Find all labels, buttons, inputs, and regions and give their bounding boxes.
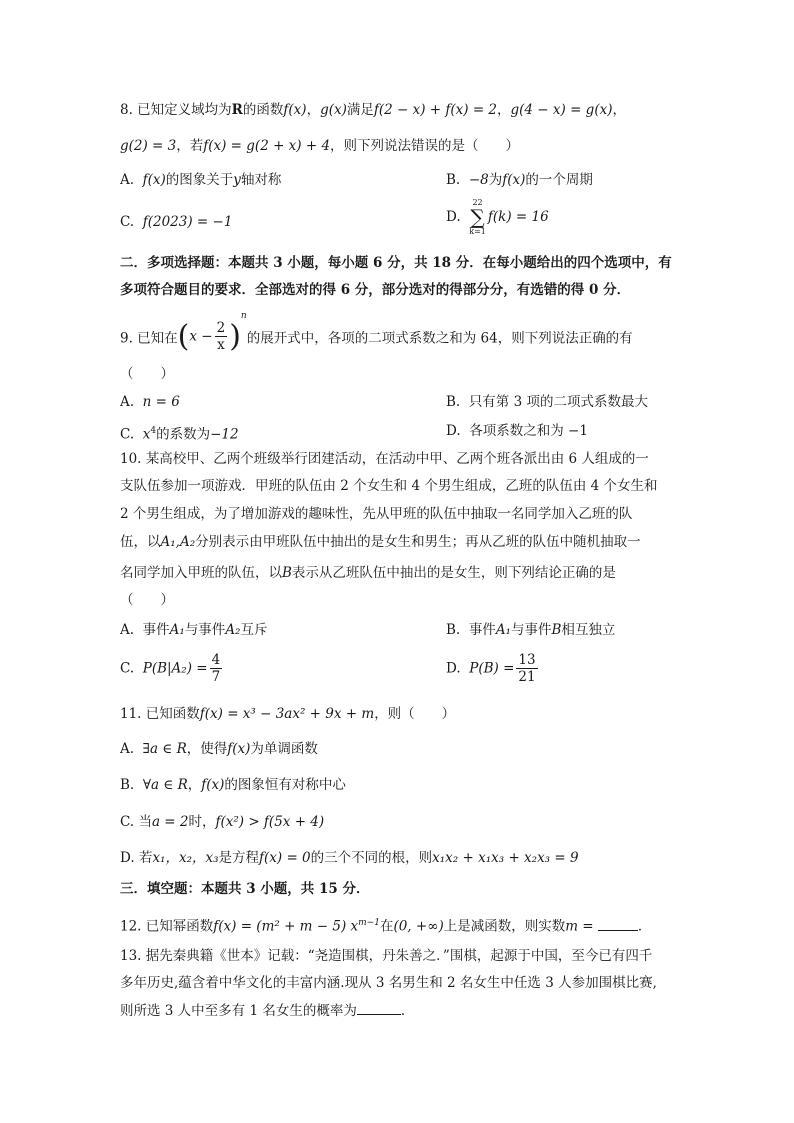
open-paren: ( [177,319,190,354]
q10-math: P(B) = [469,660,515,677]
q10-math: A₂ [225,622,241,638]
option-label: D. [446,423,461,439]
q9-option-a [120,392,180,412]
q12-math: (0, +∞) [393,918,444,935]
fraction [215,320,228,353]
q8-text: 轴对称 [240,172,282,188]
q8-text: ， [306,102,321,118]
q10-option-d [446,652,540,685]
q11-option-d [120,848,579,868]
q8-math: f(x) [142,172,166,188]
option-label: B. [446,394,461,410]
q13-line1: 13. 据先秦典籍《世本》记载：“尧造围棋，丹朱善之．”围棋，起源于中国，至今已有四千 [120,948,653,964]
q8-text: ，则下列说法错误的是（ ） [330,138,520,154]
q11-math: ∀a ∈ R [142,777,188,793]
q11-text: 时， [188,814,216,830]
close-paren: ) [229,319,241,354]
exponent: 4 [150,426,157,436]
q12-math: f(x) = (m² + m − 5) x [213,918,359,935]
q11-text: 当 [138,814,152,830]
option-label: A. [120,172,135,188]
q11-math: f(x²) > f(5x + 4) [215,814,325,830]
q12-text: 上是减函数，则实数 [443,918,566,935]
q10-math: B [551,622,562,638]
q10-line1: 10. 某高校甲、乙两个班级举行团建活动，在活动中甲、乙两个班各派出由 6 人组成的一 [120,451,649,467]
q10-text: 伍，以 [120,534,161,550]
q8-math: g(2) = 3 [120,138,177,154]
option-label: D. [120,850,135,866]
q10-text: 名同学加入甲班的队伍，以 [120,565,282,581]
q8-text: ，若 [176,138,204,154]
q8-R: R [231,102,243,118]
q9-math: x − [189,328,213,345]
q9-text: 各项系数之和为 −1 [469,423,588,439]
q11-option-b [120,775,346,795]
q10-line3: 2 个男生组成，为了增加游戏的趣味性，先从甲班的队伍中抽取一名同学加入乙班的队 [120,506,633,522]
q8-text: 的函数 [242,102,284,118]
q12-stem [120,913,651,937]
q11-math: ∃a ∈ R [142,741,187,757]
q8-option-a [120,170,281,190]
q9-text: 的展开式中，各项的二项式系数之和为 64，则下列说法正确的有 [246,330,633,347]
option-label: A. [120,394,135,410]
q10-line2: 支队伍参加一项游戏．甲班的队伍由 2 个女生和 4 个男生组成，乙班的队伍由 4 个女生和 [120,478,658,494]
q12-text: 在 [379,918,394,935]
numerator: 2 [216,320,226,336]
q10-option-a [120,620,267,640]
q10-text: 表示从乙班队伍中抽出的是女生，则下列结论正确的是 [291,565,616,581]
sum-lower: k=1 [469,227,486,236]
q12-math: m = [565,918,594,935]
q10-math: P(B|A₂) = [142,660,208,677]
q11-text: 是方程 [218,850,260,866]
denominator: 7 [211,669,221,685]
exponent: m−1 [358,918,380,928]
q12-text: 12. 已知幂函数 [120,918,214,935]
option-label: C. [120,426,135,443]
q11-math: f(x) [201,777,225,793]
q8-math: f(x) [502,172,526,188]
q11-text: ， [187,777,202,793]
q11-text: 的图象恒有对称中心 [224,777,346,793]
q8-math: f(x) = g(2 + x) + 4 [203,138,331,154]
q8-stem-line2 [120,136,519,156]
q10-text: 事件 [142,622,170,638]
q11-text: 若 [138,850,153,866]
q10-text: 与事件 [184,622,226,638]
q9-text: 只有第 3 项的二项式系数最大 [468,394,648,410]
q8-option-b [446,170,593,190]
option-label: B. [120,777,135,793]
q9-text: 9. 已知在 [120,330,178,347]
q11-text: ，则（ ） [374,706,456,722]
q8-math: g(x) [320,102,347,118]
option-label: A. [120,622,135,638]
q11-math: a = 2 [151,814,189,830]
q8-math: g(4 − x) = g(x) [510,102,613,118]
q10-math: A₁ [495,622,511,638]
q8-math: f(k) = 16 [487,209,549,225]
denominator: 21 [518,669,536,685]
numerator: 13 [518,652,536,668]
q9-math: x [142,426,151,443]
q8-math: f(x) [283,102,307,118]
q11-math: x₁，x₂，x₃ [152,850,219,866]
q8-text: ， [612,102,626,118]
q11-math: f(x) = x³ − 3ax² + 9x + m [199,706,375,722]
exponent: n [240,311,247,321]
q8-math: f(2 − x) + f(x) = 2 [373,102,498,118]
q10-line5 [120,563,616,583]
q13-line3 [120,1000,414,1021]
q11-math: f(x) = 0 [259,850,311,866]
q11-option-c [120,812,324,832]
q9-math: n = 6 [142,394,180,410]
sigma: ∑ [470,205,485,229]
denominator: x [217,337,225,353]
q9-stem [120,311,633,354]
option-label: C. [120,214,135,230]
q8-option-d [446,198,549,236]
summation-symbol [469,198,486,236]
q9-text: 的系数为 [156,426,211,443]
q9-option-b [446,392,648,412]
q8-text: 为 [488,172,503,188]
option-label: B. [446,622,461,638]
q8-text: 的一个周期 [525,172,593,188]
q10-option-b [446,620,615,640]
option-label: C. [120,660,135,677]
section2-header-line1: 二．多项选择题：本题共 3 小题，每小题 6 分，共 18 分．在每小题给出的四个选项中，有 [120,255,672,271]
q11-text: ，使得 [186,741,228,757]
q12-text: ． [637,918,652,935]
q11-text: 11. 已知函数 [120,706,200,722]
q10-option-c [120,652,224,685]
q10-text: 分别表示由甲班队伍中抽出的是女生和男生；再从乙班的队伍中随机抽取一 [195,534,641,550]
q11-text: 的三个不同的根，则 [310,850,433,866]
q13-text: 则所选 3 人中至多有 1 名女生的概率为 [120,1003,357,1019]
option-label: D. [446,209,461,225]
q10-math: B [282,565,292,581]
q10-text: 与事件 [510,622,552,638]
q10-text: 相互独立 [561,622,616,638]
q13-line2: 多年历史,蕴含着中华文化的丰富内涵.现从 3 名男生和 2 名女生中任选 3 人参加围棋比赛, [120,975,657,991]
q10-text: 事件 [468,622,496,638]
q8-option-c [120,212,232,232]
q10-math: A₁,A₂ [160,534,196,550]
option-label: C. [120,814,135,830]
q11-math: x₁x₂ + x₁x₃ + x₂x₃ = 9 [432,850,579,866]
q11-option-a [120,739,318,759]
q8-math: f(2023) = −1 [142,214,233,230]
q10-answer-paren: （ ） [120,592,174,608]
q11-math: f(x) [227,741,251,757]
answer-blank[interactable] [598,916,638,931]
answer-blank[interactable] [357,1000,401,1015]
fraction [210,652,223,685]
q9-math: −12 [210,426,239,443]
option-label: A. [120,741,135,757]
option-label: D. [446,660,461,677]
q9-answer-paren: （ ） [120,366,174,382]
q13-text: ． [400,1003,415,1019]
q8-math: −8 [468,172,489,188]
q8-text: 的图象关于 [165,172,234,188]
option-label: B. [446,172,461,188]
sum-upper: 22 [472,198,483,207]
q11-text: 为单调函数 [250,741,318,757]
section3-header: 三．填空题：本题共 3 小题，共 15 分． [120,881,370,897]
q8-text: 满足 [346,102,374,118]
q8-text: 8. 已知定义域均为 [120,102,232,118]
q9-option-d [446,421,588,441]
q10-math: A₁ [169,622,185,638]
q8-text: ， [497,102,511,118]
q11-stem [120,704,455,724]
q8-stem-line1 [120,100,626,120]
numerator: 4 [211,652,221,668]
q10-text: 互斥 [240,622,268,638]
q9-option-c [120,421,239,445]
q10-line4 [120,532,641,552]
q8-math: y [233,172,241,188]
fraction [516,652,537,685]
section2-header-line2: 多项符合题目的要求．全部选对的得 6 分，部分选对的得部分分，有选错的得 0 分． [120,282,631,298]
